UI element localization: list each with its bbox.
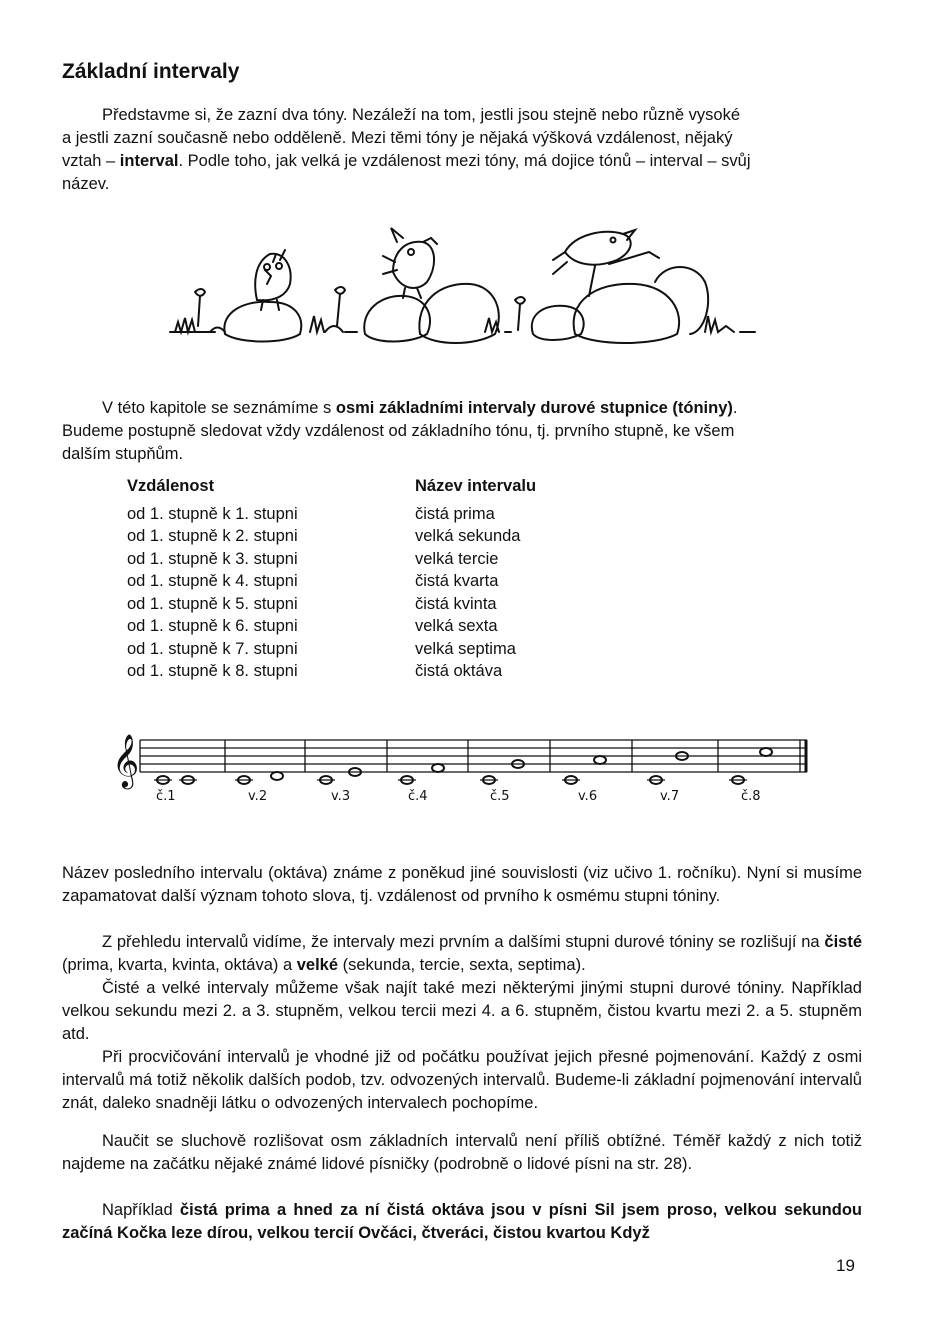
table-row: od 1. stupně k 2. stupni bbox=[127, 527, 298, 545]
staff-label: v.3 bbox=[331, 789, 351, 804]
paragraph-other-degrees: Čisté a velké intervaly můžeme však najít také mezi některými jinými stupni durové tóniny. Například velkou sekundu mezi 2. a 3. stupněm, velkou tercii mezi 4. a 6. stupněm, čistou kvartu mezi 2. a 5. stupněm atd. bbox=[62, 979, 862, 1043]
chapter-intro bbox=[62, 397, 862, 466]
birds-on-stones-illustration bbox=[165, 222, 765, 357]
staff-label: v.6 bbox=[578, 789, 598, 804]
chapter-line-3: dalším stupňům. bbox=[62, 445, 184, 463]
page-number: 19 bbox=[836, 1256, 855, 1275]
table-row: od 1. stupně k 6. stupni bbox=[127, 617, 298, 635]
table-cell: čistá oktáva bbox=[415, 662, 503, 680]
paragraph-octave: Název posledního intervalu (oktáva) známe z poněkud jiné souvislosti (viz učivo 1. ročníku). Nyní si musíme zapamatovat další význam tohoto slova, tj. vzdálenost od prvního k osmému stupni tóniny. bbox=[62, 864, 862, 905]
table-cell: velká sekunda bbox=[415, 527, 521, 545]
staff-label: č.1 bbox=[156, 789, 176, 804]
interval-table-name-column bbox=[415, 475, 536, 683]
intro-line-2: a jestli zazní současně nebo odděleně. Mezi těmi tóny je nějaká výšková vzdálenost, nějaký bbox=[62, 129, 733, 147]
intro-line-1: Představme si, že zazní dva tóny. Nezáleží na tom, jestli jsou stejně nebo různě vysoké bbox=[102, 106, 741, 124]
table-cell: čistá kvinta bbox=[415, 594, 497, 613]
intro-paragraph bbox=[62, 104, 862, 196]
paragraph-songs: Naučit se sluchově rozlišovat osm základních intervalů není příliš obtížné. Téměř každý z nich totiž najdeme na začátku nějaké známé lidové písničky (podrobně o lidové písni na str. 28). bbox=[62, 1132, 862, 1173]
table-cell: čistá prima bbox=[415, 504, 495, 523]
staff-label: v.2 bbox=[248, 789, 268, 804]
table-cell: velká septima bbox=[415, 639, 516, 658]
distance-header: Vzdálenost bbox=[127, 477, 215, 495]
table-row: od 1. stupně k 1. stupni bbox=[127, 504, 298, 523]
chapter-line-1: V této kapitole se seznámíme s osmi základními intervaly durové stupnice (tóniny). bbox=[102, 399, 738, 417]
chapter-line-2: Budeme postupně sledovat vždy vzdálenost od základního tónu, tj. prvního stupně, ke všem bbox=[62, 422, 735, 440]
staff-label: v.7 bbox=[660, 789, 680, 804]
staff-label: č.8 bbox=[741, 789, 761, 804]
paragraph-pure-major: Z přehledu intervalů vidíme, že intervaly mezi prvním a dalšími stupni durové tóniny se rozlišují na čisté (prima, kvarta, kvinta, oktáva) a velké (sekunda, tercie, sexta, septima). bbox=[62, 933, 862, 974]
table-row: od 1. stupně k 5. stupni bbox=[127, 594, 298, 613]
paragraph-naming: Při procvičování intervalů je vhodné již od počátku používat jejich přesné pojmenování. Každý z osmi intervalů má totiž několik dalších podob, tzv. odvozených intervalů. Budeme-li základní pojmenování intervalů znát, daleko snadněji látku o odvozených intervalech pochopíme. bbox=[62, 1048, 862, 1112]
staff-label: č.4 bbox=[408, 789, 428, 804]
table-cell: čistá kvarta bbox=[415, 572, 499, 590]
table-row: od 1. stupně k 3. stupni bbox=[127, 549, 298, 568]
table-cell: velká sexta bbox=[415, 617, 498, 635]
table-cell: velká tercie bbox=[415, 549, 499, 568]
staff-label: č.5 bbox=[490, 789, 510, 804]
intro-line-4: název. bbox=[62, 175, 110, 193]
music-staff bbox=[110, 730, 810, 790]
paragraph-examples: Například čistá prima a hned za ní čistá oktáva jsou v písni Sil jsem proso, velkou sekundou začíná Kočka leze dírou, velkou tercií Ovčáci, čtveráci, čistou kvartou Když bbox=[62, 1201, 862, 1242]
table-row: od 1. stupně k 4. stupni bbox=[127, 572, 298, 590]
intro-line-3: vztah – interval. Podle toho, jak velká je vzdálenost mezi tóny, má dojice tónů – interval – svůj bbox=[62, 152, 751, 170]
treble-clef-icon: 𝄞 bbox=[112, 733, 140, 787]
page-title: Základní intervaly bbox=[62, 60, 240, 83]
interval-table-distance-column bbox=[127, 475, 298, 683]
table-row: od 1. stupně k 7. stupni bbox=[127, 639, 298, 658]
table-row: od 1. stupně k 8. stupni bbox=[127, 662, 298, 680]
term-interval: interval bbox=[119, 152, 179, 170]
interval-name-header: Název intervalu bbox=[415, 477, 537, 495]
